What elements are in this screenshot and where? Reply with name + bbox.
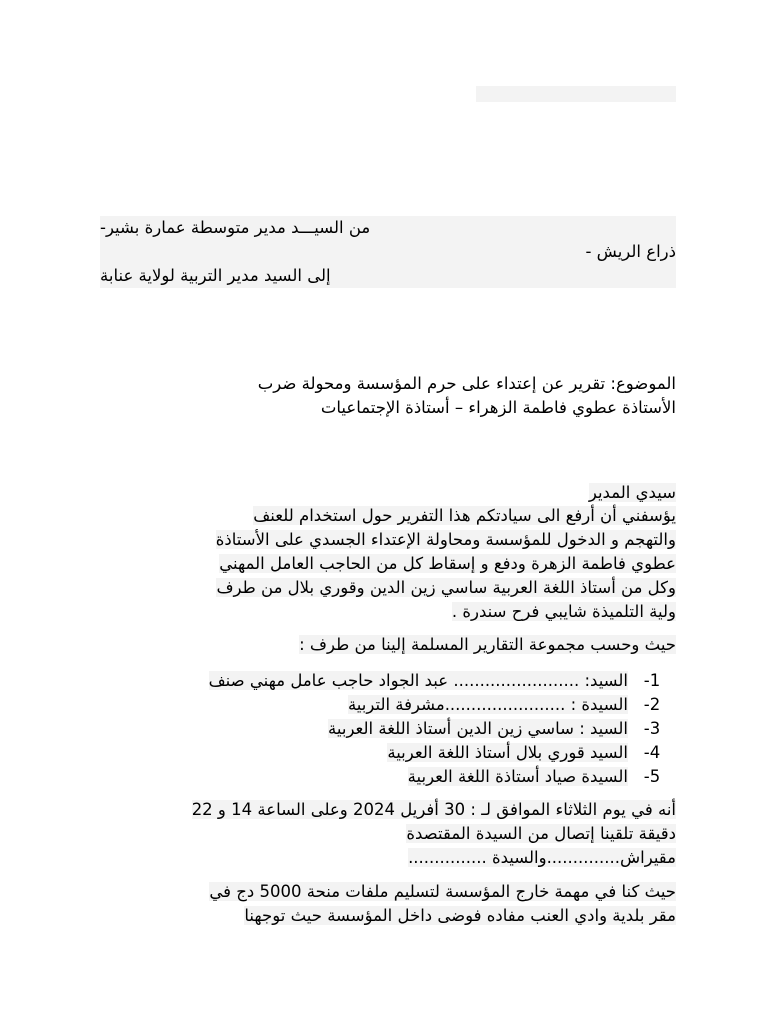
- subject-text-2: الأستاذة عطوي فاطمة الزهراء – أستاذة الإجتماعيات: [320, 398, 676, 417]
- paragraph1-line: [100, 552, 676, 576]
- list-item-text: السيد : ساسي زين الدين أستاذ اللغة العربية: [328, 719, 628, 738]
- list-item-number: 2-: [643, 695, 661, 714]
- paragraph1-line: [100, 504, 676, 528]
- paragraph1-text: ولية التلميذة شايبي فرح سندرة .: [451, 602, 676, 621]
- paragraph2-text: أنه في يوم الثلاثاء الموافق لـ : 30 أفريل 2024 وعلى الساعة 14 و 22: [191, 800, 676, 819]
- paragraph3-text: مقر بلدية وادي العنب مفاده فوضى داخل المؤسسة حيث توجهنا: [244, 906, 676, 925]
- sender-line: [100, 216, 676, 240]
- paragraph1-text: عطوي فاطمة الزهرة ودفع و إسقاط كل من الحاجب العامل المهني: [219, 554, 676, 573]
- blank-highlighted-field: [476, 86, 676, 102]
- paragraph3-line: [100, 880, 676, 904]
- salutation-line: [100, 481, 676, 505]
- paragraph2-line: [100, 846, 676, 870]
- subject-line-1: [100, 372, 676, 396]
- salutation-text: سيدي المدير: [588, 483, 676, 502]
- paragraph1-line: [100, 528, 676, 552]
- list-intro-text: حيث وحسب مجموعة التقارير المسلمة إلينا من طرف :: [299, 635, 676, 654]
- list-item: [100, 765, 676, 789]
- sender-text: من السيـــد مدير متوسطة عمارة بشير-: [100, 218, 371, 237]
- list-item-number: 5-: [643, 767, 661, 786]
- paragraph1-text: والتهجم و الدخول للمؤسسة ومحاولة الإعتداء الجسدي على الأستاذة: [215, 530, 676, 549]
- paragraph1-text: وكل من أستاذ اللغة العربية ساسي زين الدين وقوري بلال من طرف: [216, 578, 676, 597]
- paragraph1-line: [100, 600, 676, 624]
- recipient-text: إلى السيد مدير التربية لولاية عنابة: [100, 266, 331, 285]
- sender-place-line: [100, 240, 676, 264]
- list-item: [100, 717, 676, 741]
- list-item-text: السيدة : .......................مشرفة التربية: [347, 695, 628, 714]
- list-item-text: السيد قوري بلال أستاذ اللغة العربية: [387, 743, 628, 762]
- paragraph2-text: مقيراش..............والسيدة ...............: [408, 848, 676, 867]
- paragraph1-text: يؤسفني أن أرفع الى سيادتكم هذا التفرير حول استخدام للعنف: [253, 506, 676, 525]
- paragraph1-line: [100, 576, 676, 600]
- list-item: [100, 741, 676, 765]
- list-item-number: 1-: [643, 671, 661, 690]
- list-item-text: السيد: ........................ عبد الجواد حاجب عامل مهني صنف: [208, 671, 628, 690]
- paragraph2-line: [100, 798, 676, 822]
- list-item-number: 4-: [643, 743, 661, 762]
- paragraph3-line: [100, 904, 676, 928]
- sender-place-text: ذراع الريش -: [585, 242, 676, 261]
- recipient-line: [100, 264, 676, 288]
- list-intro-line: [100, 633, 676, 657]
- list-item-text: السيدة صياد أستاذة اللغة العربية: [407, 767, 628, 786]
- paragraph2-text: دقيقة تلقينا إتصال من السيدة المقتصدة: [406, 824, 676, 843]
- list-item: [100, 693, 676, 717]
- list-item-number: 3-: [643, 719, 661, 738]
- paragraph3-text: حيث كنا في مهمة خارج المؤسسة لتسليم ملفات منحة 5000 دج في: [209, 882, 676, 901]
- paragraph2-line: [100, 822, 676, 846]
- list-item: [100, 669, 676, 693]
- subject-line-2: [100, 396, 676, 420]
- subject-text-1: الموضوع: تقرير عن إعتداء على حرم المؤسسة ومحولة ضرب: [257, 374, 676, 393]
